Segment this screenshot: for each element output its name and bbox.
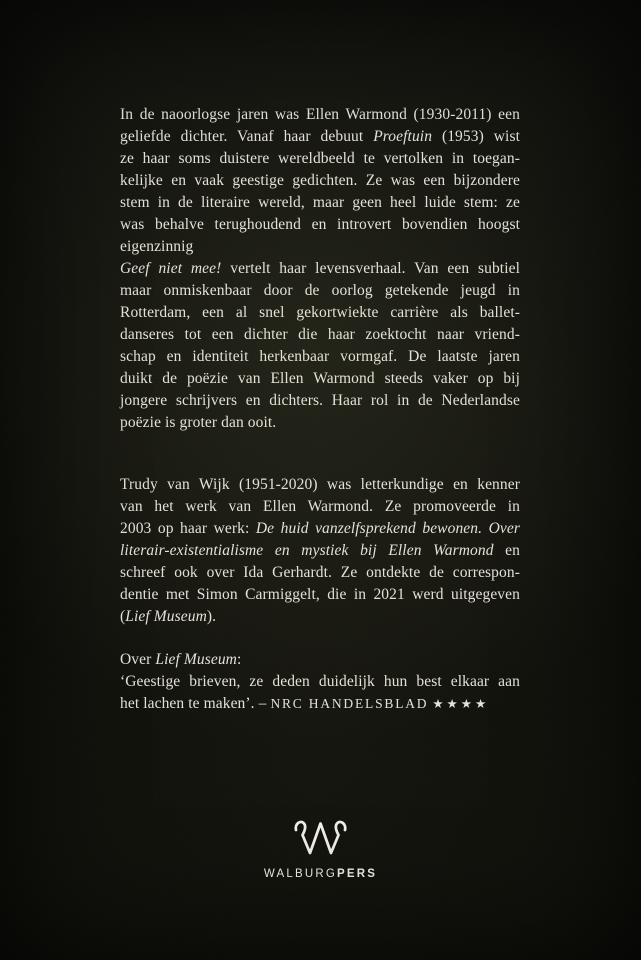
publisher-name-pers: PERS xyxy=(337,868,378,880)
text-line: Geef niet mee! vertelt haar levensverhaal. Van een subtiel xyxy=(120,260,520,277)
publisher-logo-block xyxy=(0,815,641,880)
text-line: het lachen te maken’. – NRC HANDELSBLAD ★★★★ xyxy=(120,695,490,712)
text-line: 2003 op haar werk: De huid vanzelfsprekend bewonen. Over xyxy=(120,520,520,537)
blurb-text-block xyxy=(120,104,520,715)
text-line: was behalve terughoudend en introvert bovendien hoogst xyxy=(120,216,520,233)
text-line: schreef ook over Ida Gerhardt. Ze ontdekte de correspon- xyxy=(120,564,520,581)
text-line: kelijke en vaak geestige gedichten. Ze was een bijzondere xyxy=(120,172,520,189)
text-line: jongere schrijvers en dichters. Haar rol in de Nederlandse xyxy=(120,392,520,409)
text-line: stem in de literaire wereld, maar geen heel luide stem: ze xyxy=(120,194,520,211)
text-line: ze haar soms duistere wereldbeeld te vertolken in toegan- xyxy=(120,150,520,167)
publisher-name-walburg: WALBURG xyxy=(263,868,337,880)
paragraph-intro-ellen-warmond xyxy=(120,104,520,258)
paragraph-about-trudy-van-wijk xyxy=(120,474,520,628)
text-line: maar onmiskenbaar door de oorlog getekende jeugd in xyxy=(120,282,520,299)
text-line: eigenzinnig xyxy=(120,238,194,255)
paragraph-review-quote xyxy=(120,649,520,715)
text-line: poëzie is groter dan ooit. xyxy=(120,414,277,431)
text-line: dentie met Simon Carmiggelt, die in 2021 werd uitgegeven xyxy=(120,586,520,603)
text-line: ‘Geestige brieven, ze deden duidelijk hun best elkaar aan xyxy=(120,673,520,690)
paragraph-book-description xyxy=(120,258,520,434)
text-line: geliefde dichter. Vanaf haar debuut Proeftuin (1953) wist xyxy=(120,128,520,145)
text-line: danseres tot een dichter die haar zoektocht naar vriend- xyxy=(120,326,520,343)
walburg-pers-w-monogram-icon xyxy=(291,815,351,861)
text-line: Rotterdam, een al snel gekortwiekte carrière als ballet- xyxy=(120,304,520,321)
text-line: Trudy van Wijk (1951-2020) was letterkundige en kenner xyxy=(120,476,520,493)
text-line: van het werk van Ellen Warmond. Ze promoveerde in xyxy=(120,498,520,515)
text-line: In de naoorlogse jaren was Ellen Warmond (1930-2011) een xyxy=(120,106,520,123)
text-line: schap en identiteit herkenbaar vormgaf. De laatste jaren xyxy=(120,348,520,365)
text-line: (Lief Museum). xyxy=(120,608,217,625)
text-line: literair-existentialisme en mystiek bij Ellen Warmond en xyxy=(120,542,520,559)
text-line: Over Lief Museum: xyxy=(120,651,242,668)
publisher-wordmark xyxy=(264,868,377,880)
text-line: duikt de poëzie van Ellen Warmond steeds vaker op bij xyxy=(120,370,520,387)
